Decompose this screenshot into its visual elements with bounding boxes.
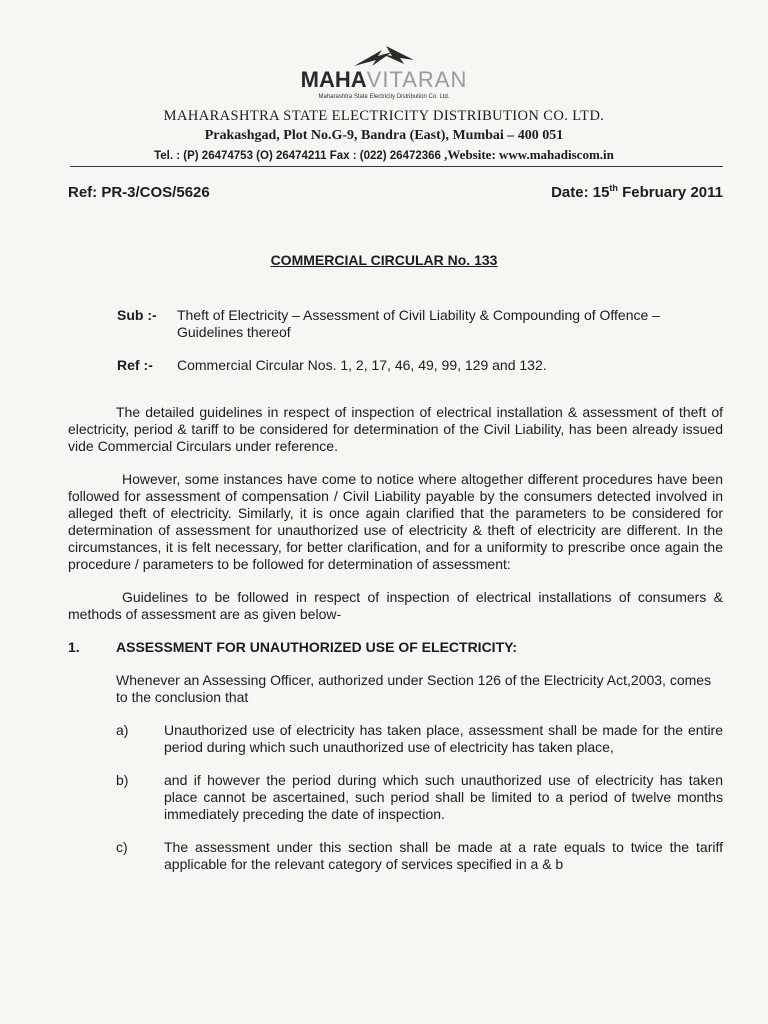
sub-label: Sub :- (117, 307, 157, 323)
item-b (116, 772, 723, 823)
logo-bold: MAHA (300, 67, 367, 92)
date-month-year: February 2011 (617, 184, 723, 201)
item-a-text: Unauthorized use of electricity has taken place, assessment shall be made for the entire period during which such unauthorized use of electricity has taken place, (164, 722, 723, 755)
logo-subtitle: Maharashtra State Electricity Distribution Co. Ltd. (318, 94, 450, 100)
paragraph-2: However, some instances have come to notice where altogether different procedures have been followed for assessment of compensation / Civil Liability payable by the consumers detected involved in alleged theft of electricity. Similarly, it is once again clarified that the parameters to be considered for determination of assessment for unauthorized use of electricity & theft of electricity are different. In the circumstances, it is felt necessary, for better clarification, and for a uniformity to prescribe once again the procedure / parameters to be followed for determination of assessment: (68, 471, 723, 572)
item-c (116, 839, 723, 873)
section-number: 1. (68, 639, 80, 655)
circular-title: COMMERCIAL CIRCULAR No. 133 (270, 252, 498, 268)
item-c-text: The assessment under this section shall be made at a rate equals to twice the tariff applicable for the relevant category of services specified in a & b (164, 839, 723, 872)
paragraph-1: The detailed guidelines in respect of inspection of electrical installation & assessment of theft of electricity, period & tariff to be considered for determination of the Civil Liability, has been already issued vide Commercial Circulars under reference. (68, 404, 723, 454)
logo-wordmark (0, 68, 768, 92)
company-name: MAHARASHTRA STATE ELECTRICITY DISTRIBUTION CO. LTD. (163, 108, 605, 124)
date-day: Date: 15 (551, 184, 610, 201)
logo-lightning-icon (352, 44, 416, 68)
website: ,Website: www.mahadiscom.in (444, 147, 614, 162)
item-b-text: and if however the period during which such unauthorized use of electricity has taken place cannot be ascertained, such period shall be limited to a period of twelve months immediately preceding the date of inspection. (164, 772, 723, 822)
header-divider (70, 166, 723, 167)
reference-number: Ref: PR-3/COS/5626 (68, 184, 210, 201)
item-c-label: c) (116, 839, 128, 855)
item-b-label: b) (116, 772, 129, 788)
date-suffix: th (609, 183, 618, 193)
letterhead (0, 44, 768, 164)
phone-fax: Tel. : (P) 26474753 (O) 26474211 Fax : (022) 26472366 (154, 150, 445, 162)
ref-label: Ref :- (117, 357, 153, 373)
item-a (116, 722, 723, 756)
paragraph-3: Guidelines to be followed in respect of inspection of electrical installations of consumers & methods of assessment are as given below- (68, 589, 723, 622)
subject-text: Theft of Electricity – Assessment of Civil Liability & Compounding of Offence – Guidelines thereof (177, 307, 660, 340)
subject-row (117, 307, 723, 341)
contact-line (0, 147, 768, 164)
item-a-label: a) (116, 722, 129, 738)
section-heading-row (68, 639, 723, 656)
logo-light: VITARAN (366, 67, 468, 92)
ref-date-row (68, 183, 723, 203)
document-date (551, 183, 723, 203)
section-intro: Whenever an Assessing Officer, authorized under Section 126 of the Electricity Act,2003, comes to the conclusion that (116, 672, 712, 705)
section-heading: ASSESSMENT FOR UNAUTHORIZED USE OF ELECTRICITY: (116, 639, 518, 655)
company-address: Prakashgad, Plot No.G-9, Bandra (East), Mumbai – 400 051 (204, 128, 564, 143)
ref-row (117, 357, 723, 374)
ref-text: Commercial Circular Nos. 1, 2, 17, 46, 49, 99, 129 and 132. (177, 357, 547, 373)
